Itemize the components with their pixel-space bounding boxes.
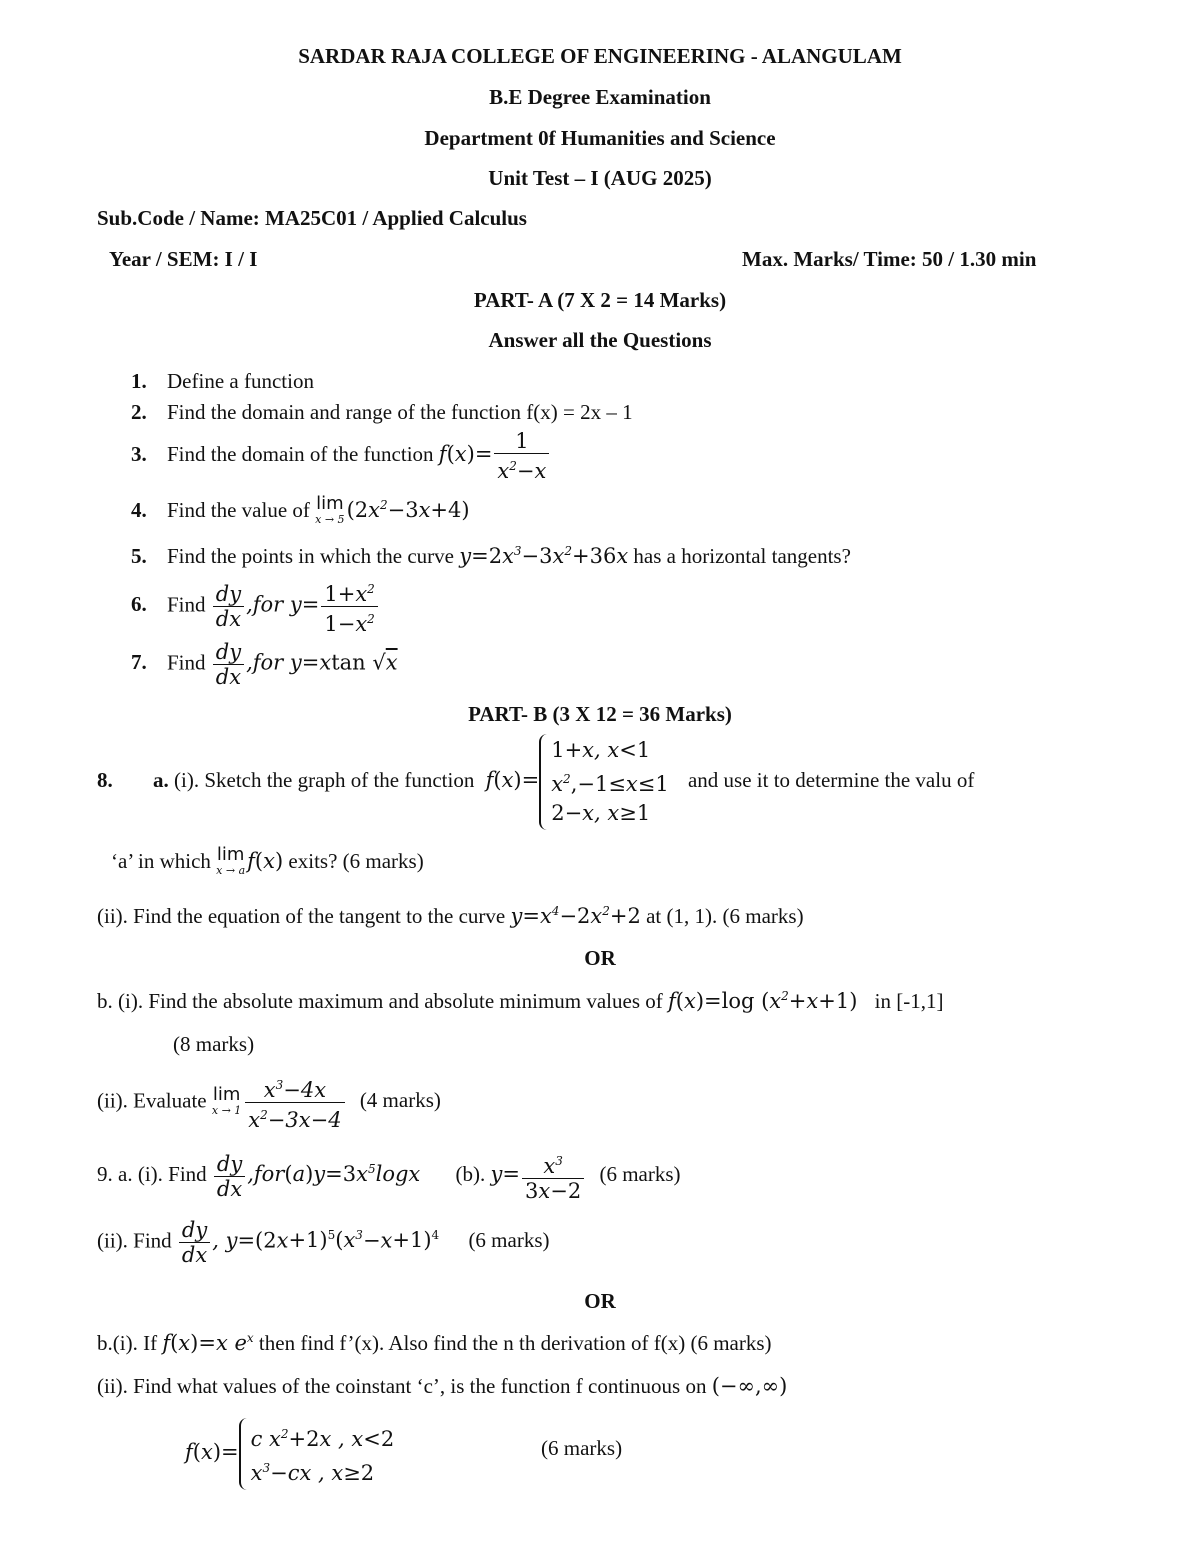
question-9a-i: 9. a. (i). Find $\frac{dy}{dx}$ $,for(a)y=3x^5\log x$ (b). y= $\frac{x^3}{3x-2}$ (6 marks) <box>97 1151 681 1203</box>
question-4: 4. Find the value of lim x → 5 $(2x^2-3x+4)$ <box>131 493 470 526</box>
part-a-title: PART- A (7 X 2 = 14 Marks) <box>473 288 727 312</box>
question-9b-ii: (ii). Find what values of the coinstant ‘c’, is the function f continuous on (−∞,∞) <box>97 1374 788 1398</box>
question-9b-ii-function: f(x)= c $x^2+2x$ , x<2 $x^3-cx$ , x≥2 <box>185 1418 394 1490</box>
question-9b-i: b.(i). If f(x)=x $e^x$ then find f’(x). Also find the n th derivation of f(x) (6 marks) <box>97 1331 772 1355</box>
question-7: 7. Find $\frac{dy}{dx}$ ,for y=xtan √x <box>131 640 398 689</box>
part-b-title: PART- B (3 X 12 = 36 Marks) <box>468 702 732 726</box>
question-2: 2. Find the domain and range of the function f(x) = 2x – 1 <box>131 400 633 424</box>
college-name: SARDAR RAJA COLLEGE OF ENGINEERING - ALANGULAM <box>298 44 902 68</box>
part-a-instruction: Answer all the Questions <box>488 328 712 352</box>
question-8b-i: b. (i). Find the absolute maximum and absolute minimum values of f(x)=log $(x^2+x+1)$ in [-1,1] <box>97 989 944 1013</box>
question-8a-ii: (ii). Find the equation of the tangent to the curve $y=x^4-2x^2+2$ at (1, 1). (6 marks) <box>97 904 804 928</box>
question-9a-ii: (ii). Find $\frac{dy}{dx}$ , $y=(2x+1)^5(x^3-x+1)^4$ (6 marks) <box>97 1218 550 1267</box>
question-5: 5. Find the points in which the curve $y=2x^3-3x^2+36x$ has a horizontal tangents? <box>131 544 851 568</box>
question-3: 3. Find the domain of the function f(x)= $\frac{1}{x^2-x}$ <box>131 430 551 482</box>
department-title: Department 0f Humanities and Science <box>424 126 776 150</box>
subject-line: Sub.Code / Name: MA25C01 / Applied Calculus <box>97 206 527 230</box>
max-marks-time: Max. Marks/ Time: 50 / 1.30 min <box>742 247 1037 271</box>
year-sem: Year / SEM: I / I <box>109 247 258 271</box>
or-divider-8: OR <box>584 946 616 970</box>
question-9b-ii-marks: (6 marks) <box>541 1436 623 1460</box>
question-8a-i: 8. a. (i). Sketch the graph of the function f(x)= 1+x, x<1 $x^2,-1\le x\le 1$ 2−x, x≥1 and use it to determine the valu of <box>97 734 974 830</box>
or-divider-9: OR <box>584 1289 616 1313</box>
question-8b-i-marks: (8 marks) <box>173 1032 255 1056</box>
question-6: 6. Find $\frac{dy}{dx}$ ,for y= $\frac{1+x^2}{1-x^2}$ <box>131 578 380 635</box>
question-8a-i-cont: ‘a’ in which lim x → a f(x) exits? (6 marks) <box>111 844 424 877</box>
question-1: 1. Define a function <box>131 369 314 393</box>
question-8b-ii: (ii). Evaluate lim x → 1 $\frac{x^3-4x}{x^2-3x-4}$ (4 marks) <box>97 1074 441 1131</box>
test-title: Unit Test – I (AUG 2025) <box>488 166 712 190</box>
degree-title: B.E Degree Examination <box>489 85 711 109</box>
